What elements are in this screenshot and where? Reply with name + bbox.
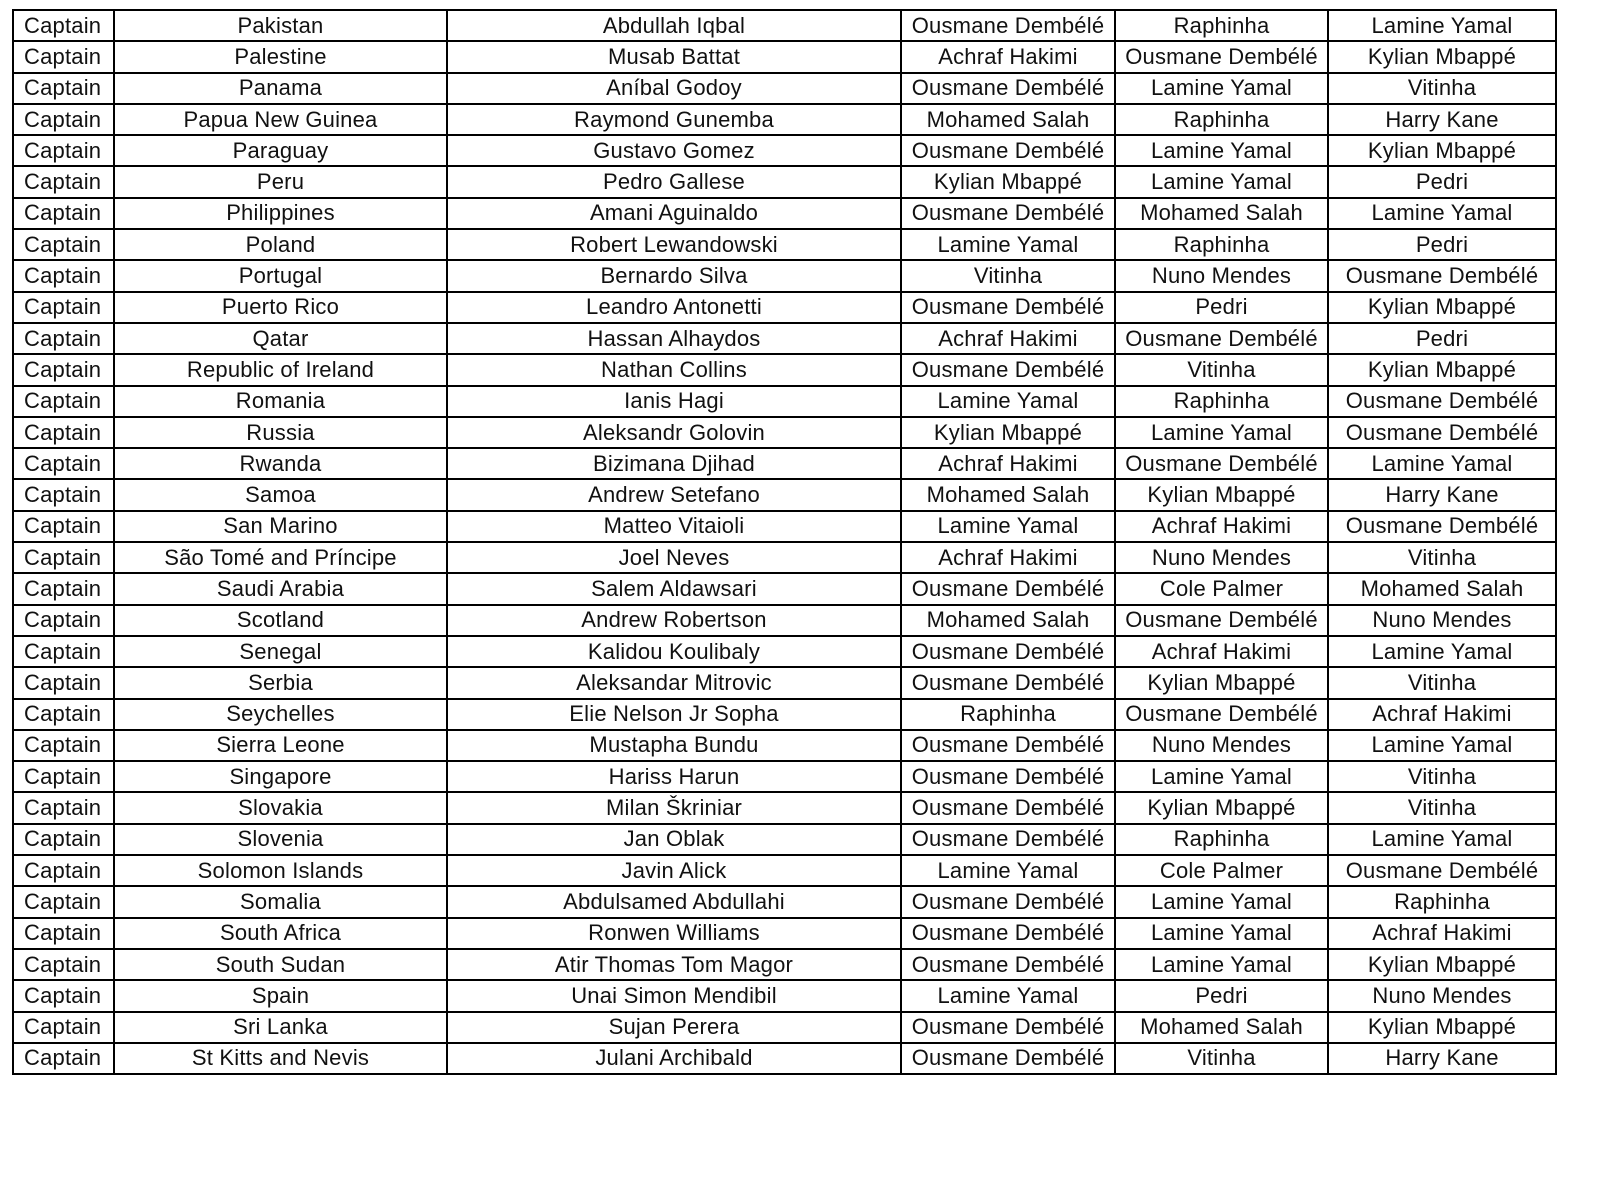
first-choice-cell: Ousmane Dembélé [901,761,1115,792]
captain-name-cell: Raymond Gunemba [447,104,901,135]
third-choice-cell: Pedri [1328,323,1556,354]
table-row [13,135,1556,166]
nation-cell: São Tomé and Príncipe [114,542,447,573]
table-row [13,323,1556,354]
role-cell: Captain [13,667,114,698]
third-choice-cell: Vitinha [1328,792,1556,823]
first-choice-cell: Ousmane Dembélé [901,792,1115,823]
captain-name-cell: Kalidou Koulibaly [447,636,901,667]
table-row [13,198,1556,229]
second-choice-cell: Cole Palmer [1115,855,1328,886]
second-choice-cell: Mohamed Salah [1115,1012,1328,1043]
third-choice-cell: Lamine Yamal [1328,448,1556,479]
second-choice-cell: Kylian Mbappé [1115,667,1328,698]
third-choice-cell: Nuno Mendes [1328,605,1556,636]
nation-cell: Slovenia [114,824,447,855]
nation-cell: Palestine [114,41,447,72]
captain-name-cell: Abdullah Iqbal [447,10,901,41]
table-row [13,417,1556,448]
second-choice-cell: Ousmane Dembélé [1115,41,1328,72]
nation-cell: Peru [114,166,447,197]
role-cell: Captain [13,980,114,1011]
second-choice-cell: Achraf Hakimi [1115,511,1328,542]
role-cell: Captain [13,573,114,604]
role-cell: Captain [13,605,114,636]
role-cell: Captain [13,292,114,323]
first-choice-cell: Mohamed Salah [901,479,1115,510]
nation-cell: Philippines [114,198,447,229]
role-cell: Captain [13,135,114,166]
first-choice-cell: Achraf Hakimi [901,323,1115,354]
role-cell: Captain [13,260,114,291]
nation-cell: Rwanda [114,448,447,479]
nation-cell: Senegal [114,636,447,667]
role-cell: Captain [13,824,114,855]
second-choice-cell: Vitinha [1115,354,1328,385]
second-choice-cell: Vitinha [1115,1043,1328,1074]
third-choice-cell: Lamine Yamal [1328,730,1556,761]
first-choice-cell: Ousmane Dembélé [901,1043,1115,1074]
first-choice-cell: Ousmane Dembélé [901,73,1115,104]
role-cell: Captain [13,949,114,980]
second-choice-cell: Cole Palmer [1115,573,1328,604]
nation-cell: St Kitts and Nevis [114,1043,447,1074]
captain-name-cell: Javin Alick [447,855,901,886]
third-choice-cell: Lamine Yamal [1328,824,1556,855]
captain-name-cell: Gustavo Gomez [447,135,901,166]
nation-cell: Romania [114,386,447,417]
second-choice-cell: Kylian Mbappé [1115,792,1328,823]
table-row [13,292,1556,323]
captain-name-cell: Robert Lewandowski [447,229,901,260]
table-row [13,699,1556,730]
captain-name-cell: Milan Škriniar [447,792,901,823]
nation-cell: Slovakia [114,792,447,823]
second-choice-cell: Pedri [1115,292,1328,323]
nation-cell: Portugal [114,260,447,291]
second-choice-cell: Pedri [1115,980,1328,1011]
role-cell: Captain [13,166,114,197]
captain-name-cell: Leandro Antonetti [447,292,901,323]
captain-name-cell: Andrew Robertson [447,605,901,636]
third-choice-cell: Pedri [1328,166,1556,197]
nation-cell: Sierra Leone [114,730,447,761]
captain-name-cell: Ianis Hagi [447,386,901,417]
first-choice-cell: Ousmane Dembélé [901,10,1115,41]
voting-table-body [13,10,1556,1074]
nation-cell: South Africa [114,918,447,949]
captain-name-cell: Bernardo Silva [447,260,901,291]
second-choice-cell: Raphinha [1115,229,1328,260]
nation-cell: Serbia [114,667,447,698]
first-choice-cell: Ousmane Dembélé [901,667,1115,698]
third-choice-cell: Harry Kane [1328,1043,1556,1074]
role-cell: Captain [13,1043,114,1074]
third-choice-cell: Kylian Mbappé [1328,949,1556,980]
role-cell: Captain [13,417,114,448]
table-row [13,855,1556,886]
second-choice-cell: Ousmane Dembélé [1115,605,1328,636]
second-choice-cell: Nuno Mendes [1115,542,1328,573]
first-choice-cell: Lamine Yamal [901,229,1115,260]
role-cell: Captain [13,886,114,917]
first-choice-cell: Lamine Yamal [901,980,1115,1011]
nation-cell: Papua New Guinea [114,104,447,135]
table-row [13,792,1556,823]
second-choice-cell: Achraf Hakimi [1115,636,1328,667]
first-choice-cell: Ousmane Dembélé [901,354,1115,385]
first-choice-cell: Ousmane Dembélé [901,824,1115,855]
role-cell: Captain [13,542,114,573]
table-row [13,104,1556,135]
second-choice-cell: Lamine Yamal [1115,166,1328,197]
third-choice-cell: Harry Kane [1328,104,1556,135]
third-choice-cell: Nuno Mendes [1328,980,1556,1011]
role-cell: Captain [13,104,114,135]
captain-name-cell: Ronwen Williams [447,918,901,949]
third-choice-cell: Vitinha [1328,667,1556,698]
second-choice-cell: Lamine Yamal [1115,73,1328,104]
table-row [13,636,1556,667]
captain-name-cell: Salem Aldawsari [447,573,901,604]
role-cell: Captain [13,41,114,72]
second-choice-cell: Lamine Yamal [1115,949,1328,980]
captain-name-cell: Andrew Setefano [447,479,901,510]
first-choice-cell: Ousmane Dembélé [901,636,1115,667]
nation-cell: Singapore [114,761,447,792]
first-choice-cell: Lamine Yamal [901,511,1115,542]
third-choice-cell: Ousmane Dembélé [1328,511,1556,542]
nation-cell: Paraguay [114,135,447,166]
third-choice-cell: Kylian Mbappé [1328,354,1556,385]
captain-name-cell: Aleksandr Golovin [447,417,901,448]
second-choice-cell: Nuno Mendes [1115,730,1328,761]
captain-name-cell: Unai Simon Mendibil [447,980,901,1011]
table-row [13,918,1556,949]
first-choice-cell: Ousmane Dembélé [901,949,1115,980]
role-cell: Captain [13,511,114,542]
first-choice-cell: Lamine Yamal [901,386,1115,417]
captain-name-cell: Mustapha Bundu [447,730,901,761]
second-choice-cell: Lamine Yamal [1115,886,1328,917]
second-choice-cell: Lamine Yamal [1115,761,1328,792]
nation-cell: Qatar [114,323,447,354]
third-choice-cell: Kylian Mbappé [1328,41,1556,72]
role-cell: Captain [13,855,114,886]
nation-cell: Sri Lanka [114,1012,447,1043]
table-row [13,605,1556,636]
captain-name-cell: Julani Archibald [447,1043,901,1074]
role-cell: Captain [13,730,114,761]
third-choice-cell: Lamine Yamal [1328,10,1556,41]
second-choice-cell: Ousmane Dembélé [1115,323,1328,354]
table-row [13,448,1556,479]
role-cell: Captain [13,73,114,104]
table-row [13,1012,1556,1043]
second-choice-cell: Lamine Yamal [1115,135,1328,166]
nation-cell: Solomon Islands [114,855,447,886]
role-cell: Captain [13,229,114,260]
table-row [13,511,1556,542]
third-choice-cell: Raphinha [1328,886,1556,917]
captain-name-cell: Matteo Vitaioli [447,511,901,542]
captain-name-cell: Sujan Perera [447,1012,901,1043]
nation-cell: South Sudan [114,949,447,980]
table-row [13,41,1556,72]
captain-name-cell: Musab Battat [447,41,901,72]
role-cell: Captain [13,386,114,417]
first-choice-cell: Kylian Mbappé [901,417,1115,448]
table-row [13,166,1556,197]
third-choice-cell: Achraf Hakimi [1328,918,1556,949]
third-choice-cell: Mohamed Salah [1328,573,1556,604]
second-choice-cell: Mohamed Salah [1115,198,1328,229]
table-row [13,761,1556,792]
nation-cell: San Marino [114,511,447,542]
table-row [13,229,1556,260]
captain-name-cell: Pedro Gallese [447,166,901,197]
first-choice-cell: Mohamed Salah [901,104,1115,135]
first-choice-cell: Achraf Hakimi [901,542,1115,573]
table-row [13,949,1556,980]
captain-name-cell: Aleksandar Mitrovic [447,667,901,698]
first-choice-cell: Ousmane Dembélé [901,573,1115,604]
third-choice-cell: Ousmane Dembélé [1328,386,1556,417]
captain-name-cell: Amani Aguinaldo [447,198,901,229]
captain-name-cell: Atir Thomas Tom Magor [447,949,901,980]
captain-name-cell: Hassan Alhaydos [447,323,901,354]
captain-name-cell: Abdulsamed Abdullahi [447,886,901,917]
first-choice-cell: Achraf Hakimi [901,448,1115,479]
role-cell: Captain [13,354,114,385]
second-choice-cell: Raphinha [1115,10,1328,41]
role-cell: Captain [13,918,114,949]
role-cell: Captain [13,323,114,354]
first-choice-cell: Ousmane Dembélé [901,1012,1115,1043]
third-choice-cell: Vitinha [1328,73,1556,104]
second-choice-cell: Ousmane Dembélé [1115,448,1328,479]
table-row [13,386,1556,417]
table-row [13,573,1556,604]
first-choice-cell: Lamine Yamal [901,855,1115,886]
role-cell: Captain [13,761,114,792]
table-row [13,667,1556,698]
captain-name-cell: Bizimana Djihad [447,448,901,479]
first-choice-cell: Ousmane Dembélé [901,198,1115,229]
table-row [13,886,1556,917]
first-choice-cell: Ousmane Dembélé [901,886,1115,917]
third-choice-cell: Ousmane Dembélé [1328,855,1556,886]
captain-name-cell: Elie Nelson Jr Sopha [447,699,901,730]
table-row [13,730,1556,761]
second-choice-cell: Raphinha [1115,824,1328,855]
second-choice-cell: Nuno Mendes [1115,260,1328,291]
first-choice-cell: Raphinha [901,699,1115,730]
table-row [13,479,1556,510]
first-choice-cell: Vitinha [901,260,1115,291]
captain-name-cell: Nathan Collins [447,354,901,385]
table-row [13,824,1556,855]
table-row [13,542,1556,573]
role-cell: Captain [13,699,114,730]
first-choice-cell: Achraf Hakimi [901,41,1115,72]
third-choice-cell: Lamine Yamal [1328,636,1556,667]
second-choice-cell: Kylian Mbappé [1115,479,1328,510]
third-choice-cell: Vitinha [1328,761,1556,792]
captain-name-cell: Aníbal Godoy [447,73,901,104]
nation-cell: Panama [114,73,447,104]
nation-cell: Puerto Rico [114,292,447,323]
third-choice-cell: Kylian Mbappé [1328,135,1556,166]
second-choice-cell: Lamine Yamal [1115,918,1328,949]
second-choice-cell: Ousmane Dembélé [1115,699,1328,730]
third-choice-cell: Achraf Hakimi [1328,699,1556,730]
nation-cell: Seychelles [114,699,447,730]
nation-cell: Poland [114,229,447,260]
third-choice-cell: Ousmane Dembélé [1328,260,1556,291]
second-choice-cell: Raphinha [1115,104,1328,135]
captain-name-cell: Jan Oblak [447,824,901,855]
third-choice-cell: Lamine Yamal [1328,198,1556,229]
first-choice-cell: Ousmane Dembélé [901,292,1115,323]
nation-cell: Somalia [114,886,447,917]
role-cell: Captain [13,479,114,510]
third-choice-cell: Harry Kane [1328,479,1556,510]
role-cell: Captain [13,636,114,667]
table-row [13,10,1556,41]
captain-name-cell: Joel Neves [447,542,901,573]
nation-cell: Pakistan [114,10,447,41]
table-row [13,1043,1556,1074]
first-choice-cell: Ousmane Dembélé [901,730,1115,761]
second-choice-cell: Lamine Yamal [1115,417,1328,448]
first-choice-cell: Kylian Mbappé [901,166,1115,197]
captain-name-cell: Hariss Harun [447,761,901,792]
third-choice-cell: Pedri [1328,229,1556,260]
role-cell: Captain [13,198,114,229]
third-choice-cell: Kylian Mbappé [1328,292,1556,323]
first-choice-cell: Ousmane Dembélé [901,135,1115,166]
nation-cell: Scotland [114,605,447,636]
role-cell: Captain [13,448,114,479]
third-choice-cell: Kylian Mbappé [1328,1012,1556,1043]
role-cell: Captain [13,10,114,41]
third-choice-cell: Ousmane Dembélé [1328,417,1556,448]
first-choice-cell: Ousmane Dembélé [901,918,1115,949]
nation-cell: Russia [114,417,447,448]
table-row [13,980,1556,1011]
third-choice-cell: Vitinha [1328,542,1556,573]
second-choice-cell: Raphinha [1115,386,1328,417]
nation-cell: Republic of Ireland [114,354,447,385]
table-row [13,73,1556,104]
table-row [13,354,1556,385]
table-row [13,260,1556,291]
nation-cell: Saudi Arabia [114,573,447,604]
voting-table [12,9,1557,1075]
role-cell: Captain [13,792,114,823]
nation-cell: Spain [114,980,447,1011]
nation-cell: Samoa [114,479,447,510]
role-cell: Captain [13,1012,114,1043]
first-choice-cell: Mohamed Salah [901,605,1115,636]
